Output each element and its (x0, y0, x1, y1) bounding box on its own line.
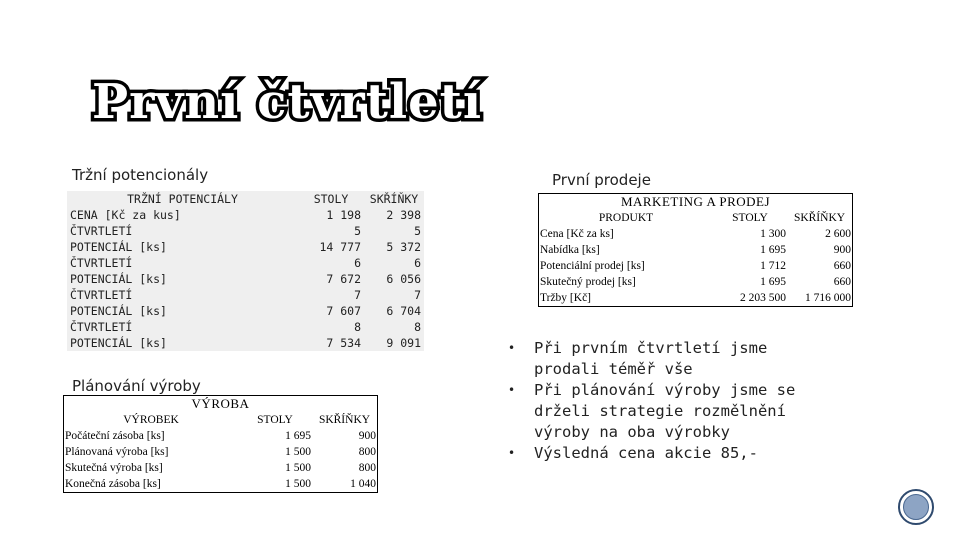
cell-value: 8 (414, 320, 421, 334)
row-label: Skutečná výroba [ks] (65, 462, 163, 474)
table-header-row (539, 210, 852, 226)
column-header: SKŘÍŇKY (369, 192, 419, 206)
cell-value: 660 (833, 276, 851, 288)
column-header: STOLY (313, 192, 349, 206)
row-label: Potenciální prodej [ks] (540, 260, 645, 272)
column-header: STOLY (257, 414, 293, 426)
bullet-icon: • (508, 341, 516, 355)
table-header-row (67, 191, 424, 207)
bullet-icon: • (508, 383, 516, 397)
bullet-text: Výsledná cena akcie 85,- (534, 444, 758, 462)
row-label: Plánovaná výroba [ks] (65, 446, 169, 458)
potentials-table (67, 191, 424, 351)
cell-value: 1 695 (760, 276, 786, 288)
row-label: POTENCIÁL [ks] (70, 272, 167, 286)
table-row (64, 460, 377, 476)
cell-value: 2 203 500 (740, 292, 786, 304)
table-row (67, 207, 424, 223)
bullet-icon: • (508, 446, 516, 460)
column-header: PRODUKT (598, 212, 654, 224)
cell-value: 2 398 (386, 208, 421, 222)
list-item (508, 443, 838, 464)
row-label: ČTVRTLETÍ (70, 320, 133, 334)
cell-value: 7 (354, 288, 361, 302)
cell-value: 6 704 (386, 304, 421, 318)
row-label: Cena [Kč za ks] (540, 228, 614, 240)
cell-value: 900 (358, 430, 376, 442)
table-row (67, 223, 424, 239)
bullet-text: Při plánování výroby jsme se drželi strategie rozmělnění výroby na oba výrobky (534, 381, 796, 441)
cell-value: 1 198 (326, 208, 361, 222)
cell-value: 1 300 (760, 228, 786, 240)
table-row (539, 258, 852, 274)
cell-value: 8 (354, 320, 361, 334)
cell-value: 9 091 (386, 336, 421, 350)
production-heading: Plánování výroby (72, 377, 201, 395)
sales-heading: První prodeje (552, 171, 651, 189)
table-row (64, 476, 377, 492)
cell-value: 6 056 (386, 272, 421, 286)
row-label: Tržby [Kč] (540, 292, 591, 304)
table-row (67, 303, 424, 319)
cell-value: 5 (354, 224, 361, 238)
cell-value: 1 712 (760, 260, 786, 272)
table-row (539, 290, 852, 306)
potentials-heading: Tržní potencionály (72, 166, 209, 184)
cell-value: 1 500 (285, 446, 311, 458)
row-label: Skutečný prodej [ks] (540, 276, 636, 288)
table-header-row (64, 412, 377, 428)
table-row (67, 319, 424, 335)
table-caption: VÝROBA (191, 396, 250, 411)
cell-value: 5 372 (386, 240, 421, 254)
cell-value: 2 600 (825, 228, 851, 240)
cell-value: 6 (354, 256, 361, 270)
row-label: Nabídka [ks] (540, 244, 600, 256)
cell-value: 7 534 (326, 336, 361, 350)
row-label: Počáteční zásoba [ks] (65, 430, 165, 442)
cell-value: 5 (414, 224, 421, 238)
bullet-text: Při prvním čtvrtletí jsme prodali téměř vše (534, 339, 768, 378)
column-header: SKŘÍŇKY (793, 212, 846, 224)
circle-logo-icon (898, 489, 934, 525)
cell-value: 7 672 (326, 272, 361, 286)
table-row (67, 271, 424, 287)
table-row (67, 335, 424, 351)
column-header: STOLY (732, 212, 768, 224)
cell-value: 7 607 (326, 304, 361, 318)
cell-value: 1 040 (350, 478, 376, 490)
table-row (64, 428, 377, 444)
slide-title: První čtvrtletí (92, 74, 483, 130)
sales-table (538, 193, 853, 307)
summary-bullet-list (508, 338, 838, 464)
table-row (539, 274, 852, 290)
row-label: ČTVRTLETÍ (70, 224, 133, 238)
table-row (67, 239, 424, 255)
list-item (508, 380, 838, 443)
table-caption: MARKETING A PRODEJ (620, 194, 771, 209)
table-row (539, 226, 852, 242)
column-header: TRŽNÍ POTENCIÁLY (127, 192, 238, 206)
cell-value: 1 716 000 (805, 292, 851, 304)
column-header: VÝROBEK (123, 414, 179, 426)
cell-value: 1 695 (760, 244, 786, 256)
table-row (539, 242, 852, 258)
cell-value: 800 (358, 462, 376, 474)
cell-value: 900 (833, 244, 851, 256)
row-label: POTENCIÁL [ks] (70, 240, 167, 254)
row-label: Konečná zásoba [ks] (65, 478, 161, 490)
table-row (67, 255, 424, 271)
list-item (508, 338, 838, 380)
cell-value: 6 (414, 256, 421, 270)
cell-value: 660 (833, 260, 851, 272)
cell-value: 1 695 (285, 430, 311, 442)
production-table (63, 395, 378, 493)
row-label: POTENCIÁL [ks] (70, 336, 167, 350)
cell-value: 800 (358, 446, 376, 458)
table-row (67, 287, 424, 303)
table-row (64, 444, 377, 460)
column-header: SKŘÍŇKY (318, 414, 371, 426)
row-label: ČTVRTLETÍ (70, 256, 133, 270)
row-label: POTENCIÁL [ks] (70, 304, 167, 318)
cell-value: 14 777 (319, 240, 361, 254)
cell-value: 7 (414, 288, 421, 302)
cell-value: 1 500 (285, 478, 311, 490)
row-label: ČTVRTLETÍ (70, 288, 133, 302)
row-label: CENA [Kč za kus] (70, 208, 181, 222)
cell-value: 1 500 (285, 462, 311, 474)
